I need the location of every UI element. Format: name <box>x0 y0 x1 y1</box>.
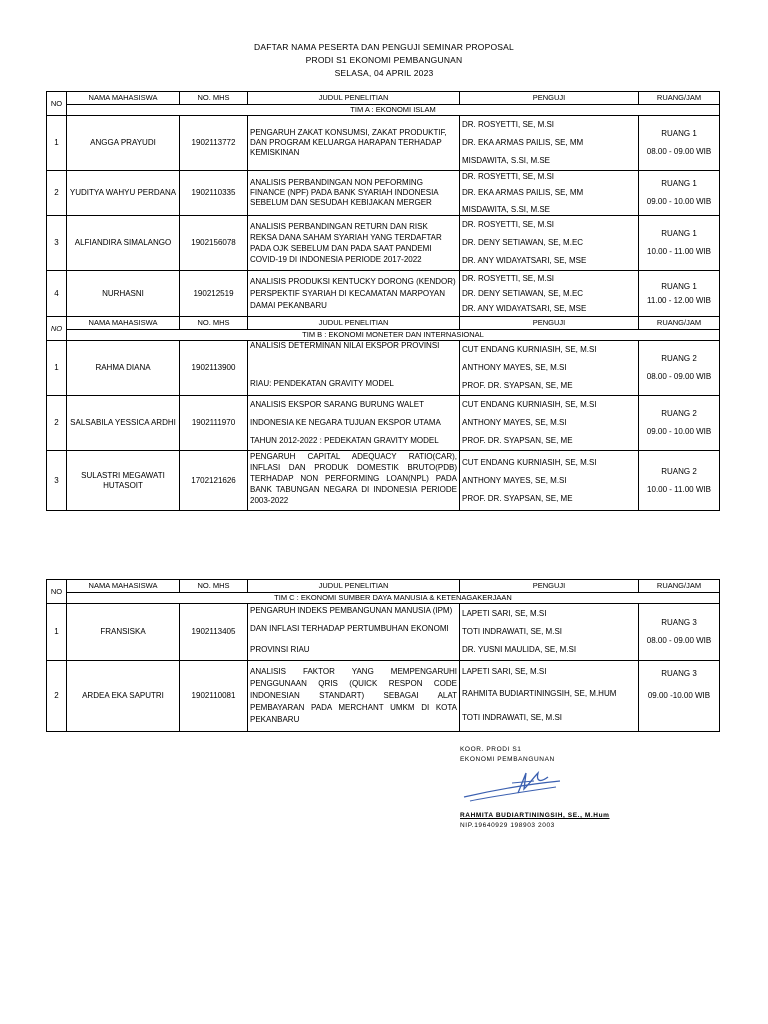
room: RUANG 3 <box>661 669 697 678</box>
research-title: ANALISIS PERBANDINGAN NON PEFORMING FINANCE (NPF) PADA BANK SYARIAH INDONESIA SEBELUM DAN SESUDAH KEBIJAKAN MERGER <box>248 171 460 216</box>
table-row <box>47 271 720 317</box>
research-title: ANALISIS FAKTOR YANG MEMPENGARUHI PENGGUNAAN QRIS (QUICK RESPON CODE INDONESIAN STANDART) SEBAGAI ALAT PEMBAYARAN PADA MERCHANT UMKM DI KOTA PEKANBARU <box>248 661 460 732</box>
col-judul: JUDUL PENELITIAN <box>248 317 460 330</box>
examiner: CUT ENDANG KURNIASIH, SE, M.SI <box>462 345 597 354</box>
student-name: YUDITYA WAHYU PERDANA <box>67 171 180 216</box>
room-time <box>639 661 720 732</box>
col-nomhs: NO. MHS <box>180 92 248 105</box>
student-name: ALFIANDIRA SIMALANGO <box>67 216 180 271</box>
table-header-row <box>47 92 720 105</box>
examiner-list <box>460 661 639 732</box>
student-name: FRANSISKA <box>67 604 180 661</box>
examiner-list <box>460 396 639 451</box>
examiner: DR. DENY SETIAWAN, SE, M.EC <box>462 238 584 247</box>
student-id: 1902113405 <box>180 604 248 661</box>
schedule-table-c <box>46 579 720 732</box>
col-no: NO <box>47 92 67 116</box>
table-row <box>47 604 720 661</box>
examiner: MISDAWITA, S.SI, M.SE <box>462 205 551 214</box>
student-name: SULASTRI MEGAWATI HUTASOIT <box>67 451 180 511</box>
signature-block <box>460 745 610 831</box>
student-name: NURHASNI <box>67 271 180 317</box>
col-penguji: PENGUJI <box>460 317 639 330</box>
time: 10.00 - 11.00 WIB <box>647 484 711 494</box>
row-no: 2 <box>47 396 67 451</box>
col-penguji: PENGUJI <box>460 580 639 593</box>
team-a-label: TIM A : EKONOMI ISLAM <box>67 105 720 116</box>
room-time <box>639 396 720 451</box>
examiner: LAPETI SARI, SE, M.SI <box>462 667 547 676</box>
student-name: ARDEA EKA SAPUTRI <box>67 661 180 732</box>
room-time <box>639 451 720 511</box>
table-row <box>47 171 720 216</box>
examiner: DR. ANY WIDAYATSARI, SE, MSE <box>462 303 587 313</box>
research-title: ANALISIS DETERMINAN NILAI EKSPOR PROVINSI RIAU: PENDEKATAN GRAVITY MODEL <box>248 341 460 396</box>
signature-department: EKONOMI PEMBANGUNAN <box>460 756 555 763</box>
time: 08.00 - 09.00 WIB <box>646 147 712 156</box>
examiner-list <box>460 604 639 661</box>
student-id: 1702121626 <box>180 451 248 511</box>
examiner: CUT ENDANG KURNIASIH, SE, M.SI <box>462 400 597 409</box>
examiner: ANTHONY MAYES, SE, M.SI <box>462 418 567 427</box>
examiner: DR. EKA ARMAS PAILIS, SE, MM <box>462 188 584 197</box>
table-row <box>47 451 720 511</box>
examiner: PROF. DR. SYAPSAN, SE, ME <box>462 493 573 503</box>
row-no: 3 <box>47 216 67 271</box>
room: RUANG 2 <box>661 354 697 363</box>
col-nomhs: NO. MHS <box>180 580 248 593</box>
room: RUANG 2 <box>661 466 697 476</box>
examiner: TOTI INDRAWATI, SE, M.SI <box>462 713 563 722</box>
col-ruang: RUANG/JAM <box>639 580 720 593</box>
examiner-list <box>460 116 639 171</box>
table-row <box>47 341 720 396</box>
room-time <box>639 216 720 271</box>
row-no: 1 <box>47 116 67 171</box>
signatory-name: RAHMITA BUDIARTININGSIH, SE., M.Hum <box>460 812 610 819</box>
examiner: DR. ROSYETTI, SE, M.SI <box>462 172 555 181</box>
research-title: ANALISIS PERBANDINGAN RETURN DAN RISK REKSA DANA SAHAM SYARIAH YANG TERDAFTAR PADA OJK SEBELUM DAN PADA SAAT PANDEMI COVID-19 DI INDONESIA PERIODE 2017-2022 <box>248 216 460 271</box>
examiner: ANTHONY MAYES, SE, M.SI <box>462 363 567 372</box>
student-name: ANGGA PRAYUDI <box>67 116 180 171</box>
row-no: 1 <box>47 604 67 661</box>
table-row <box>47 661 720 732</box>
examiner: MISDAWITA, S.SI, M.SE <box>462 156 551 165</box>
research-title: PENGARUH INDEKS PEMBANGUNAN MANUSIA (IPM) DAN INFLASI TERHADAP PERTUMBUHAN EKONOMI PROVINSI RIAU <box>248 604 460 661</box>
research-title: ANALISIS PRODUKSI KENTUCKY DORONG (KENDOR) PERSPEKTIF SYARIAH DI KECAMATAN MARPOYAN DAMAI PEKANBARU <box>248 271 460 317</box>
examiner: CUT ENDANG KURNIASIH, SE, M.SI <box>462 457 597 467</box>
col-no: NO <box>47 317 67 341</box>
col-ruang: RUANG/JAM <box>639 92 720 105</box>
row-no: 2 <box>47 171 67 216</box>
room: RUANG 1 <box>661 129 697 138</box>
examiner: DR. DENY SETIAWAN, SE, M.EC <box>462 288 584 298</box>
examiner: DR. EKA ARMAS PAILIS, SE, MM <box>462 138 584 147</box>
examiner: LAPETI SARI, SE, M.SI <box>462 609 547 618</box>
col-nomhs: NO. MHS <box>180 317 248 330</box>
room: RUANG 3 <box>661 618 697 627</box>
examiner-list <box>460 271 639 317</box>
col-no: NO <box>47 580 67 604</box>
col-judul: JUDUL PENELITIAN <box>248 580 460 593</box>
examiner: PROF. DR. SYAPSAN, SE, ME <box>462 436 573 445</box>
room-time <box>639 341 720 396</box>
col-nama: NAMA MAHASISWA <box>67 580 180 593</box>
student-id: 1902156078 <box>180 216 248 271</box>
schedule-table-ab <box>46 91 720 511</box>
time: 09.00 - 10.00 WIB <box>646 427 712 436</box>
table-header-row <box>47 580 720 593</box>
examiner: DR. ROSYETTI, SE, M.SI <box>462 273 555 283</box>
table-header-row <box>47 317 720 330</box>
research-title: PENGARUH ZAKAT KONSUMSI, ZAKAT PRODUKTIF, DAN PROGRAM KELUARGA HARAPAN TERHADAP KEMISKINAN <box>248 116 460 171</box>
table-row <box>47 216 720 271</box>
examiner: DR. ROSYETTI, SE, M.SI <box>462 120 555 129</box>
row-no: 4 <box>47 271 67 317</box>
time: 10.00 - 11.00 WIB <box>647 247 711 256</box>
student-id: 1902110335 <box>180 171 248 216</box>
row-no: 1 <box>47 341 67 396</box>
col-nama: NAMA MAHASISWA <box>67 317 180 330</box>
examiner: RAHMITA BUDIARTININGSIH, SE, M.HUM <box>462 689 617 698</box>
signature-title: KOOR. PRODI S1 <box>460 746 522 753</box>
examiner: DR. ROSYETTI, SE, M.SI <box>462 220 555 229</box>
student-id: 190212519 <box>180 271 248 317</box>
col-nama: NAMA MAHASISWA <box>67 92 180 105</box>
col-penguji: PENGUJI <box>460 92 639 105</box>
student-name: SALSABILA YESSICA ARDHI <box>67 396 180 451</box>
room: RUANG 2 <box>661 409 697 418</box>
examiner-list <box>460 451 639 511</box>
col-ruang: RUANG/JAM <box>639 317 720 330</box>
time: 09.00 - 10.00 WIB <box>646 197 712 206</box>
room-time <box>639 171 720 216</box>
research-title: ANALISIS EKSPOR SARANG BURUNG WALET INDONESIA KE NEGARA TUJUAN EKSPOR UTAMA TAHUN 2012-2022 : PEDEKATAN GRAVITY MODEL <box>248 396 460 451</box>
time: 08.00 - 09.00 WIB <box>646 636 712 645</box>
room-time <box>639 116 720 171</box>
time: 08.00 - 09.00 WIB <box>646 372 712 381</box>
table-row <box>47 396 720 451</box>
student-id: 1902113900 <box>180 341 248 396</box>
table-row <box>47 116 720 171</box>
research-title: PENGARUH CAPITAL ADEQUACY RATIO(CAR), INFLASI DAN PRODUK DOMESTIK BRUTO(PDB) TERHADAP NON PERFORMING LOAN(NPL) PADA BANK TABUNGAN NEGARA DI INDONESIA PERIODE 2003-2022 <box>248 451 460 511</box>
header-program: PRODI S1 EKONOMI PEMBANGUNAN <box>305 55 463 65</box>
examiner: TOTI INDRAWATI, SE, M.SI <box>462 627 563 636</box>
student-id: 1902110081 <box>180 661 248 732</box>
team-c-label: TIM C : EKONOMI SUMBER DAYA MANUSIA & KETENAGAKERJAAN <box>67 593 720 604</box>
room-time <box>639 604 720 661</box>
signatory-nip: NIP.19640929 198903 2003 <box>460 822 555 829</box>
examiner-list <box>460 171 639 216</box>
examiner: DR. ANY WIDAYATSARI, SE, MSE <box>462 256 587 265</box>
room: RUANG 1 <box>661 179 697 188</box>
room: RUANG 1 <box>661 229 697 238</box>
row-no: 3 <box>47 451 67 511</box>
examiner: DR. YUSNI MAULIDA, SE, M.SI <box>462 645 577 654</box>
room-time <box>639 271 720 317</box>
student-name: RAHMA DIANA <box>67 341 180 396</box>
team-b-label: TIM B : EKONOMI MONETER DAN INTERNASIONAL <box>67 330 720 341</box>
header-date: SELASA, 04 APRIL 2023 <box>334 68 434 78</box>
col-judul: JUDUL PENELITIAN <box>248 92 460 105</box>
examiner-list <box>460 216 639 271</box>
student-id: 1902113772 <box>180 116 248 171</box>
header-title: DAFTAR NAMA PESERTA DAN PENGUJI SEMINAR PROPOSAL <box>254 42 514 52</box>
examiner: ANTHONY MAYES, SE, M.SI <box>462 475 567 485</box>
time: 11.00 - 12.00 WIB <box>647 295 711 305</box>
room: RUANG 1 <box>661 281 697 291</box>
handwritten-signature <box>460 767 570 807</box>
time: 09.00 -10.00 WIB <box>647 691 711 700</box>
student-id: 1902111970 <box>180 396 248 451</box>
examiner: PROF. DR. SYAPSAN, SE, ME <box>462 381 573 390</box>
examiner-list <box>460 341 639 396</box>
row-no: 2 <box>47 661 67 732</box>
document-header <box>0 41 768 80</box>
